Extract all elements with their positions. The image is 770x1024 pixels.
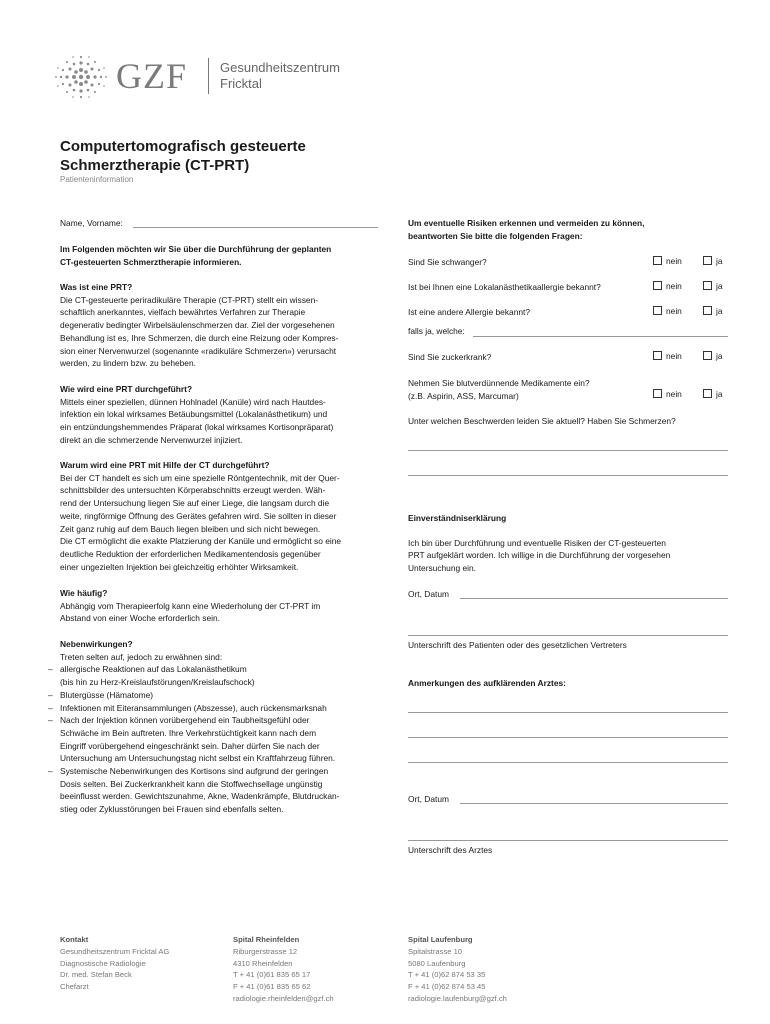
option-yes[interactable]: ja <box>703 389 723 399</box>
consent-heading: Einverständniserklärung <box>408 513 507 523</box>
checkbox[interactable] <box>653 281 662 290</box>
section-heading: Warum wird eine PRT mit Hilfe der CT durchgeführt? <box>60 460 270 470</box>
option-no[interactable]: nein <box>653 306 682 316</box>
doctor-notes-line[interactable] <box>408 762 728 763</box>
section-why: Warum wird eine PRT mit Hilfe der CT durchgeführt? Bei der CT handelt es sich um eine spezielle Röntgentechnik, mit der Quer- schnittsbilder des untersuchten Körperabschnitts erzeugt werden. Wäh- rend der Untersuchung liegen Sie auf einer Liege, die langsam durch die weite, ringförmige Öffnung des Gerätes gefahren wird. Sie sollten in dieser Zeit ganz ruhig auf dem Bauch liegen bleiben und sich nicht bewegen. Die CT ermöglicht die exakte Platzierung der Kanüle und ermöglicht so eine deutliche Reduktion der erforderlichen Medikamentendosis gegenüber einer ungezielten Injektion bei gleichzeitig erhöhter Wirksamkeit. <box>60 459 380 573</box>
consent-place-date-label: Ort, Datum <box>408 589 449 599</box>
name-field[interactable] <box>133 227 378 228</box>
doctor-signature-field[interactable] <box>408 840 728 841</box>
page-subtitle: Patienteninformation <box>60 175 134 184</box>
section-how: Wie wird eine PRT durchgeführt? Mittels einer speziellen, dünnen Hohlnadel (Kanüle) wird nach Hautdes- infektion ein lokal wirksames Betäubungsmittel (Lokalanästhetikum) und ein entzündungshemmendes Präparat (lokal wirksames Kortisonpräparat) direkt an die schmerzende Nervenwurzel injiziert. <box>60 383 380 447</box>
option-yes[interactable]: ja <box>703 351 723 361</box>
checkbox[interactable] <box>653 306 662 315</box>
list-item: – Systemische Nebenwirkungen des Kortisons sind aufgrund der geringen Dosis selten. Bei Zuckerkrankheit kann die Stoffwechsellage ungünstig beeinflusst werden. Gewichtszunahme, Akne, Wadenkrämpfe, Blutdruckan- stieg oder Zyklusstörungen bei Frauen sind ebenfalls selten. <box>60 765 380 816</box>
question-complaints: Unter welchen Beschwerden leiden Sie aktuell? Haben Sie Schmerzen? <box>408 416 676 426</box>
checkbox[interactable] <box>703 281 712 290</box>
checkbox[interactable] <box>653 351 662 360</box>
patient-signature-field[interactable] <box>408 635 728 636</box>
organization-name: Gesundheitszentrum Fricktal <box>220 60 340 91</box>
checkbox[interactable] <box>653 389 662 398</box>
email-link[interactable]: radiologie.laufenburg@gzf.ch <box>408 993 507 1003</box>
email-link[interactable]: radiologie.rheinfelden@gzf.ch <box>233 993 334 1003</box>
intro-text: Im Folgenden möchten wir Sie über die Durchführung der geplanten CT-gesteuerten Schmerztherapie informieren. <box>60 244 332 267</box>
doctor-notes-line[interactable] <box>408 737 728 738</box>
doctor-notes-line[interactable] <box>408 712 728 713</box>
side-effects-list <box>60 663 380 815</box>
list-item: – Nach der Injektion können vorübergehend ein Taubheitsgefühl oder Schwäche im Bein auftreten. Ihre Verkehrstüchtigkeit kann nach dem Eingriff vorübergehend eingeschränkt sein. Daher dürfen Sie nach der Untersuchung am Untersuchungstag nicht selbst ein Kraftfahrzeug führen. <box>60 714 380 765</box>
logo-divider <box>208 58 209 94</box>
doctor-place-date-field[interactable] <box>460 803 728 804</box>
option-no[interactable]: nein <box>653 281 682 291</box>
checkbox[interactable] <box>653 256 662 265</box>
option-yes[interactable]: ja <box>703 256 723 266</box>
footer-rheinfelden: Spital Rheinfelden Riburgerstrasse 12 4310 Rheinfelden T + 41 (0)61 835 65 17 F + 41 (0)61 835 65 62 radiologie.rheinfelden@gzf.ch <box>233 935 334 1003</box>
checkbox[interactable] <box>703 306 712 315</box>
section-prt: Was ist eine PRT? Die CT-gesteuerte periradikuläre Therapie (CT-PRT) stellt ein wissen- schaftlich anerkanntes, vielfach bewährtes Verfahren zur Therapie degenerativ bedingter Wirbelsäulenschmerzen dar. Ziel der vorgesehenen Behandlung ist es, Ihre Schmerzen, die durch eine Reizung oder Kompres- sion einer Nervenwurzel (sogenannte «radikuläre Schmerzen») verursacht werden, zu lindern bzw. zu beheben. <box>60 281 380 370</box>
checkbox[interactable] <box>703 256 712 265</box>
section-heading: Was ist eine PRT? <box>60 282 133 292</box>
questions-heading: Um eventuelle Risiken erkennen und vermeiden zu können, beantworten Sie bitte die folgenden Fragen: <box>408 218 645 241</box>
checkbox[interactable] <box>703 389 712 398</box>
name-label: Name, Vorname: <box>60 218 123 228</box>
allergy-followup-field[interactable] <box>473 336 728 337</box>
list-item: – Blutergüsse (Hämatome) <box>60 689 380 702</box>
patient-signature-label: Unterschrift des Patienten oder des gesetzlichen Vertreters <box>408 640 627 650</box>
consent-place-date-field[interactable] <box>460 598 728 599</box>
doctor-signature-label: Unterschrift des Arztes <box>408 845 493 855</box>
option-yes[interactable]: ja <box>703 306 723 316</box>
option-yes[interactable]: ja <box>703 281 723 291</box>
footer-laufenburg: Spital Laufenburg Spitalstrasse 10 5080 Laufenburg T + 41 (0)62 874 53 35 F + 41 (0)62 874 53 45 radiologie.laufenburg@gzf.ch <box>408 935 507 1003</box>
complaints-field-line[interactable] <box>408 475 728 476</box>
complaints-field-line[interactable] <box>408 450 728 451</box>
logo-dots-icon <box>52 52 110 102</box>
question-other-allergy: Ist eine andere Allergie bekannt? <box>408 307 530 317</box>
question-pregnant: Sind Sie schwanger? <box>408 257 487 267</box>
section-heading: Nebenwirkungen? <box>60 639 133 649</box>
list-item: – Infektionen mit Eiteransammlungen (Abszesse), auch rückensmarksnah <box>60 702 380 715</box>
question-diabetes: Sind Sie zuckerkrank? <box>408 352 492 362</box>
section-frequency: Wie häufig? Abhängig vom Therapieerfolg kann eine Wiederholung der CT-PRT im Abstand von einer Woche erforderlich sein. <box>60 587 380 625</box>
consent-section: Einverständniserklärung Ich bin über Durchführung und eventuelle Risiken der CT-gesteuerten PRT aufgeklärt worden. Ich willige in die Durchführung der vorgesehen Untersuchung ein. <box>408 512 728 575</box>
section-heading: Wie wird eine PRT durchgeführt? <box>60 384 193 394</box>
option-no[interactable]: nein <box>653 389 682 399</box>
section-heading: Wie häufig? <box>60 588 108 598</box>
checkbox[interactable] <box>703 351 712 360</box>
list-item: – allergische Reaktionen auf das Lokalanästhetikum (bis hin zu Herz-Kreislaufstörungen/Kreislaufschock) <box>60 663 380 688</box>
question-anesthetic-allergy: Ist bei Ihnen eine Lokalanästhetikaallergie bekannt? <box>408 282 601 292</box>
doctor-notes-heading: Anmerkungen des aufklärenden Arztes: <box>408 678 566 688</box>
option-no[interactable]: nein <box>653 256 682 266</box>
section-side-effects: Nebenwirkungen? Treten selten auf, jedoch zu erwähnen sind: – allergische Reaktionen auf das Lokalanästhetikum (bis hin zu Herz-Kreislaufstörungen/Kreislaufschock) – Blutergüsse (Hämatome) – Infektionen mit Eiteransammlungen (Abszesse), auch rückensmarksnah – Nach der Injektion können vorübergehend ein Taubheitsgefühl oder Schwäche im Bein auftreten. Ihre Verkehrstüchtigkeit kann nach dem Eingriff vorübergehend eingeschränkt sein. Daher dürfen Sie nach der Untersuchung am Untersuchungstag nicht selbst ein Kraftfahrzeug führen. – Systemische Nebenwirkungen des Kortisons sind aufgrund der geringen Dosis selten. Bei Zuckerkrankheit kann die Stoffwechsellage ungünstig beeinflusst werden. Gewichtszunahme, Akne, Wadenkrämpfe, Blutdruckan- stieg oder Zyklusstörungen bei Frauen sind ebenfalls selten. <box>60 638 380 816</box>
page-title: Computertomografisch gesteuerte Schmerztherapie (CT-PRT) <box>60 138 306 174</box>
footer-contact: Kontakt Gesundheitszentrum Fricktal AG Diagnostische Radiologie Dr. med. Stefan Beck Chefarzt <box>60 935 170 992</box>
allergy-followup-label: falls ja, welche: <box>408 326 465 336</box>
question-blood-thinners: Nehmen Sie blutverdünnende Medikamente ein? (z.B. Aspirin, ASS, Marcumar) <box>408 378 590 401</box>
logo-text: GZF <box>116 56 188 96</box>
doctor-place-date-label: Ort, Datum <box>408 794 449 804</box>
option-no[interactable]: nein <box>653 351 682 361</box>
